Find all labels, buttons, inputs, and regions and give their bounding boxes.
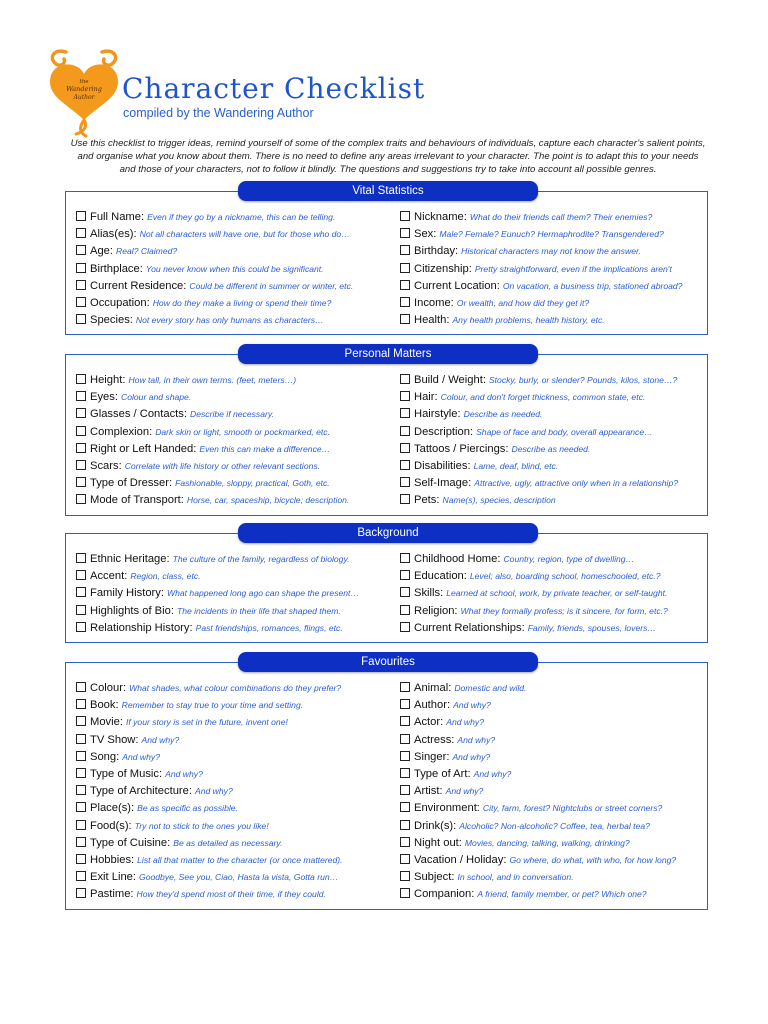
checkbox[interactable] [76, 785, 86, 795]
item-hint: Describe if necessary. [190, 409, 274, 420]
item-label: Scars: [90, 459, 122, 472]
checkbox[interactable] [76, 494, 86, 504]
checkbox[interactable] [400, 570, 410, 580]
checklist-item [76, 680, 391, 697]
item-hint: Country, region, type of dwelling… [503, 554, 635, 564]
checkbox[interactable] [400, 734, 410, 744]
checkbox[interactable] [76, 820, 86, 830]
item-hint: And why? [445, 786, 484, 797]
column-right [400, 372, 702, 510]
checklist-item [400, 458, 702, 475]
item-label: Colour: [90, 682, 127, 694]
item-label: Birthday: [414, 245, 459, 258]
checklist-item [400, 585, 702, 602]
checklist-item [76, 603, 391, 620]
item-label: Highlights of Bio: [90, 604, 174, 617]
item-hint: How do they make a living or spend their time? [152, 297, 332, 308]
checklist-item [400, 475, 702, 492]
item-label: TV Show: [90, 733, 139, 746]
item-label: Type of Dresser: [90, 477, 173, 490]
item-hint: Not every story has only humans as characters… [135, 315, 324, 326]
checklist-item [76, 852, 391, 869]
item-label: Disabilities: [414, 459, 471, 472]
item-hint: Dark skin or light, smooth or pockmarked, etc. [155, 426, 330, 437]
checkbox[interactable] [76, 751, 86, 761]
checklist-item [400, 261, 702, 278]
checklist-item [76, 783, 391, 800]
item-label: Movie: [90, 716, 123, 729]
checklist-item [400, 766, 702, 783]
item-label: Singer: [414, 750, 450, 763]
checkbox[interactable] [400, 871, 410, 881]
svg-text:Author: Author [73, 94, 95, 101]
checkbox[interactable] [76, 391, 86, 401]
item-label: Age: [90, 245, 114, 258]
section-header: Personal Matters [238, 344, 538, 364]
checklist-item [400, 697, 702, 714]
item-label: Right or Left Handed: [90, 442, 197, 455]
checkbox[interactable] [400, 426, 410, 436]
column-right [400, 209, 702, 329]
checklist-item [76, 869, 391, 886]
checklist-item [76, 620, 391, 637]
checkbox[interactable] [400, 587, 410, 597]
checklist-item [76, 441, 391, 458]
item-label: Book: [90, 699, 119, 712]
item-label: Artist: [414, 785, 443, 798]
checkbox[interactable] [76, 768, 86, 778]
checklist-item [76, 492, 391, 509]
item-hint: Alcoholic? Non-alcoholic? Coffee, tea, herbal tea? [459, 820, 650, 831]
checkbox[interactable] [76, 682, 86, 692]
item-label: Religion: [414, 604, 458, 617]
item-label: Hobbies: [90, 853, 135, 866]
item-hint: And why? [473, 768, 512, 779]
item-label: Tattoos / Piercings: [414, 442, 509, 455]
item-label: Type of Cuisine: [90, 836, 171, 849]
item-hint: Horse, car, spaceship, bicycle; description. [186, 495, 350, 506]
section-header: Favourites [238, 652, 538, 672]
item-label: Author: [414, 699, 451, 712]
item-label: Environment: [414, 802, 480, 815]
checklist-item [76, 800, 391, 817]
checkbox[interactable] [400, 228, 410, 238]
page-title: Character Checklist [122, 72, 426, 105]
item-hint: Describe as needed. [511, 443, 591, 454]
item-label: Pets: [414, 494, 440, 507]
item-hint: Pretty straightforward, even if the implications aren't [474, 263, 672, 274]
checkbox[interactable] [400, 245, 410, 255]
item-hint: Domestic and wild. [454, 683, 527, 693]
item-label: Type of Architecture: [90, 785, 192, 798]
item-hint: Go where, do what, with who, for how long? [509, 854, 677, 865]
item-hint: Could be different in summer or winter, etc. [189, 280, 354, 291]
checklist-item [400, 551, 702, 568]
item-label: Exit Line: [90, 871, 137, 884]
item-label: Childhood Home: [414, 553, 501, 565]
item-label: Current Relationships: [414, 621, 525, 634]
svg-text:Wandering: Wandering [66, 85, 102, 93]
item-hint: You never know when this could be significant. [145, 263, 324, 274]
checkbox[interactable] [400, 477, 410, 487]
checklist-item [400, 226, 702, 243]
item-hint: Even if they go by a nickname, this can be telling. [147, 212, 336, 222]
item-hint: And why? [452, 751, 491, 762]
item-hint: List all that matter to the character (or once mattered). [137, 854, 343, 865]
item-hint: Fashionable, sloppy, practical, Goth, etc. [175, 478, 330, 489]
checkbox[interactable] [76, 297, 86, 307]
item-hint: Region, class, etc. [130, 571, 201, 582]
section-background [65, 527, 708, 643]
item-label: Drink(s): [414, 819, 457, 832]
item-hint: Male? Female? Eunuch? Hermaphrodite? Transgendered? [439, 229, 664, 240]
item-hint: And why? [446, 717, 484, 728]
checkbox[interactable] [400, 768, 410, 778]
checkbox[interactable] [76, 263, 86, 273]
checkbox[interactable] [400, 837, 410, 847]
checkbox[interactable] [76, 314, 86, 324]
checkbox[interactable] [76, 211, 86, 221]
checklist-item [76, 835, 391, 852]
checklist-item [400, 732, 702, 749]
item-hint: Try not to stick to the ones you like! [134, 820, 269, 831]
checklist-item [76, 568, 391, 585]
item-label: Family History: [90, 587, 164, 600]
item-label: Hair: [414, 391, 438, 404]
item-label: Place(s): [90, 802, 135, 815]
checklist-item [76, 312, 391, 329]
item-hint: Learned at school, work, by private teacher, or self-taught. [446, 588, 668, 599]
item-hint: And why? [141, 734, 180, 745]
section-vital-statistics [65, 185, 708, 335]
checklist-item [400, 783, 702, 800]
column-right [400, 551, 702, 637]
column-left [76, 551, 391, 637]
item-hint: Be as detailed as necessary. [173, 837, 283, 848]
checklist-item [76, 243, 391, 260]
checklist-item [400, 389, 702, 406]
item-hint: Name(s), species, description [442, 495, 556, 506]
checklist-item [400, 800, 702, 817]
item-hint: Goodbye, See you, Ciao, Hasta la vista, Gotta run… [139, 872, 339, 883]
item-label: Current Residence: [90, 279, 187, 292]
checkbox[interactable] [400, 314, 410, 324]
checklist-item [76, 278, 391, 295]
item-hint: And why? [122, 751, 160, 762]
checklist-item [76, 749, 391, 766]
checklist-item [76, 766, 391, 783]
checklist-item [400, 603, 702, 620]
checkbox[interactable] [400, 494, 410, 504]
item-label: Skills: [414, 587, 444, 600]
checklist-item [76, 389, 391, 406]
item-hint: Historical characters may not know the answer. [461, 246, 641, 257]
checklist-item [76, 424, 391, 441]
checklist-item [400, 209, 702, 226]
item-label: Subject: [414, 871, 455, 884]
checkbox[interactable] [400, 682, 410, 692]
checkbox[interactable] [400, 785, 410, 795]
checklist-item [400, 278, 702, 295]
checkbox[interactable] [76, 228, 86, 238]
checklist-item [400, 620, 702, 637]
checkbox[interactable] [76, 443, 86, 453]
section-personal-matters [65, 348, 708, 516]
item-hint: What shades, what colour combinations do they prefer? [129, 683, 342, 693]
item-label: Mode of Transport: [90, 494, 184, 507]
item-label: Full Name: [90, 211, 145, 223]
checkbox[interactable] [400, 408, 410, 418]
checklist-item [400, 312, 702, 329]
item-label: Eyes: [90, 391, 118, 404]
item-label: Hairstyle: [414, 408, 461, 421]
checklist-item [76, 475, 391, 492]
checklist-item [400, 441, 702, 458]
item-hint: Movies, dancing, talking, walking, drinking? [464, 837, 630, 848]
checkbox[interactable] [76, 802, 86, 812]
checkbox[interactable] [76, 570, 86, 580]
item-hint: What happened long ago can shape the present… [166, 588, 360, 599]
checkbox[interactable] [400, 443, 410, 453]
checklist-item [400, 372, 702, 389]
checkbox[interactable] [76, 605, 86, 615]
checkbox[interactable] [400, 716, 410, 726]
column-left [76, 680, 391, 903]
checklist-item [76, 406, 391, 423]
item-hint: Remember to stay true to your time and setting. [121, 700, 304, 711]
checkbox[interactable] [76, 699, 86, 709]
checkbox[interactable] [400, 460, 410, 470]
checklist-item [400, 680, 702, 697]
item-label: Build / Weight: [414, 374, 486, 386]
item-label: Food(s): [90, 819, 132, 832]
checkbox[interactable] [400, 263, 410, 273]
item-label: Type of Music: [90, 767, 163, 780]
item-hint: A friend, family member, or pet? Which one? [477, 889, 647, 900]
checkbox[interactable] [400, 622, 410, 632]
column-right [400, 680, 702, 903]
item-hint: Past friendships, romances, flings, etc. [195, 622, 343, 633]
wandering-author-heart-logo [44, 46, 124, 138]
checkbox[interactable] [76, 837, 86, 847]
item-hint: Not all characters will have one, but for those who do… [139, 229, 350, 240]
checklist-item [76, 818, 391, 835]
checkbox[interactable] [76, 622, 86, 632]
checklist-item [400, 243, 702, 260]
checkbox[interactable] [76, 734, 86, 744]
item-label: Actress: [414, 733, 455, 746]
intro-paragraph: Use this checklist to trigger ideas, remind yourself of some of the complex traits and behaviours of individuals, capture each character’s salient points, and organise what you know about them. There is no need to define any areas irrelevant to your character. The point is to adapt this to your needs and those of your characters, not to follow it blindly. The questions and suggestions try to take into account all possible genres. [70, 138, 706, 176]
checkbox[interactable] [76, 888, 86, 898]
item-hint: Colour and shape. [120, 392, 192, 403]
checkbox[interactable] [76, 587, 86, 597]
checkbox[interactable] [400, 391, 410, 401]
item-label: Animal: [414, 682, 452, 694]
item-hint: Correlate with life history or other relevant sections. [124, 460, 321, 471]
checklist-item [76, 372, 391, 389]
item-label: Citizenship: [414, 262, 472, 275]
item-label: Education: [414, 570, 467, 583]
checklist-item [76, 886, 391, 903]
checkbox[interactable] [400, 820, 410, 830]
item-label: Song: [90, 750, 120, 763]
checklist-item [76, 732, 391, 749]
item-label: Vacation / Holiday: [414, 853, 507, 866]
item-hint: Any health problems, health history, etc. [452, 315, 605, 326]
checkbox[interactable] [76, 245, 86, 255]
item-hint: Level; also, boarding school, homeschooled, etc.? [469, 571, 661, 582]
checkbox[interactable] [76, 553, 86, 563]
item-hint: Colour, and don't forget thickness, common state, etc. [440, 392, 646, 403]
item-hint: Even this can make a difference… [199, 443, 331, 454]
checkbox[interactable] [76, 871, 86, 881]
checkbox[interactable] [76, 426, 86, 436]
item-label: Nickname: [414, 211, 467, 223]
item-hint: What do their friends call them? Their enemies? [469, 212, 653, 222]
checklist-item [76, 458, 391, 475]
item-hint: The culture of the family, regardless of biology. [172, 554, 350, 564]
item-hint: And why? [457, 734, 496, 745]
checklist-item [400, 835, 702, 852]
section-header: Background [238, 523, 538, 543]
item-label: Type of Art: [414, 767, 471, 780]
checklist-item [400, 818, 702, 835]
checklist-item [76, 697, 391, 714]
item-hint: On vacation, a business trip, stationed abroad? [502, 280, 683, 291]
item-label: Description: [414, 425, 474, 438]
checkbox[interactable] [400, 802, 410, 812]
checkbox[interactable] [400, 699, 410, 709]
item-hint: Lame, deaf, blind, etc. [473, 460, 559, 471]
item-hint: Or wealth, and how did they get it? [456, 297, 590, 308]
checklist-item [400, 492, 702, 509]
checkbox[interactable] [400, 211, 410, 221]
checklist-item [76, 585, 391, 602]
item-label: Occupation: [90, 296, 150, 309]
item-label: Night out: [414, 836, 462, 849]
checkbox[interactable] [76, 477, 86, 487]
checkbox[interactable] [400, 854, 410, 864]
item-label: Species: [90, 314, 133, 327]
checklist-item [76, 261, 391, 278]
checklist-item [400, 852, 702, 869]
checkbox[interactable] [76, 460, 86, 470]
item-label: Companion: [414, 888, 475, 901]
item-label: Height: [90, 374, 126, 386]
item-label: Complexion: [90, 425, 153, 438]
item-hint: What they formally profess; is it sincere, for form, etc.? [460, 605, 668, 616]
item-label: Relationship History: [90, 621, 193, 634]
checklist-item [76, 209, 391, 226]
checklist-item [400, 568, 702, 585]
item-label: Sex: [414, 228, 437, 241]
checkbox[interactable] [76, 854, 86, 864]
checklist-item [400, 424, 702, 441]
column-left [76, 209, 391, 329]
item-hint: And why? [194, 786, 233, 797]
checkbox[interactable] [400, 605, 410, 615]
checkbox[interactable] [400, 374, 410, 384]
checkbox[interactable] [76, 408, 86, 418]
checklist-item [400, 749, 702, 766]
item-hint: Real? Claimed? [116, 246, 178, 257]
checkbox[interactable] [76, 716, 86, 726]
checklist-item [400, 295, 702, 312]
checklist-item [76, 551, 391, 568]
item-hint: And why? [165, 768, 203, 779]
item-label: Actor: [414, 716, 444, 729]
item-label: Birthplace: [90, 262, 143, 275]
item-hint: City, farm, forest? Nightclubs or street corners? [482, 803, 663, 814]
checkbox[interactable] [400, 553, 410, 563]
checkbox[interactable] [76, 374, 86, 384]
item-hint: Attractive, ugly, attractive only when in a relationship? [474, 478, 679, 489]
item-label: Glasses / Contacts: [90, 408, 187, 421]
item-label: Accent: [90, 570, 128, 583]
checkbox[interactable] [400, 888, 410, 898]
page-subtitle: compiled by the Wandering Author [123, 106, 314, 120]
item-label: Health: [414, 314, 450, 327]
item-label: Pastime: [90, 888, 134, 901]
item-label: Alias(es): [90, 228, 137, 241]
item-hint: Shape of face and body, overall appearance… [476, 426, 653, 437]
item-hint: If your story is set in the future, invent one! [125, 717, 288, 728]
checklist-item [400, 869, 702, 886]
checklist-item [400, 714, 702, 731]
item-hint: Family, friends, spouses, lovers… [527, 622, 656, 633]
svg-text:the: the [79, 79, 89, 85]
section-favourites [65, 656, 708, 910]
item-label: Self-Image: [414, 477, 472, 490]
checkbox[interactable] [400, 297, 410, 307]
checkbox[interactable] [76, 280, 86, 290]
item-hint: How tall, in their own terms. (feet, meters…) [128, 375, 297, 385]
item-hint: How they'd spend most of their time, if they could. [136, 889, 326, 900]
column-left [76, 372, 391, 510]
item-hint: The incidents in their life that shaped them. [176, 605, 341, 616]
checklist-item [400, 406, 702, 423]
item-label: Income: [414, 296, 454, 309]
item-hint: Describe as needed. [463, 409, 543, 420]
item-label: Ethnic Heritage: [90, 553, 170, 565]
checkbox[interactable] [400, 280, 410, 290]
checklist-item [76, 226, 391, 243]
checkbox[interactable] [400, 751, 410, 761]
section-header: Vital Statistics [238, 181, 538, 201]
checklist-item [76, 295, 391, 312]
checklist-item [400, 886, 702, 903]
item-label: Current Location: [414, 279, 500, 292]
item-hint: Be as specific as possible. [137, 803, 238, 814]
checklist-item [76, 714, 391, 731]
item-hint: And why? [453, 700, 491, 711]
item-hint: In school, and in conversation. [457, 872, 574, 883]
item-hint: Stocky, burly, or slender? Pounds, kilos, stone…? [488, 375, 678, 385]
